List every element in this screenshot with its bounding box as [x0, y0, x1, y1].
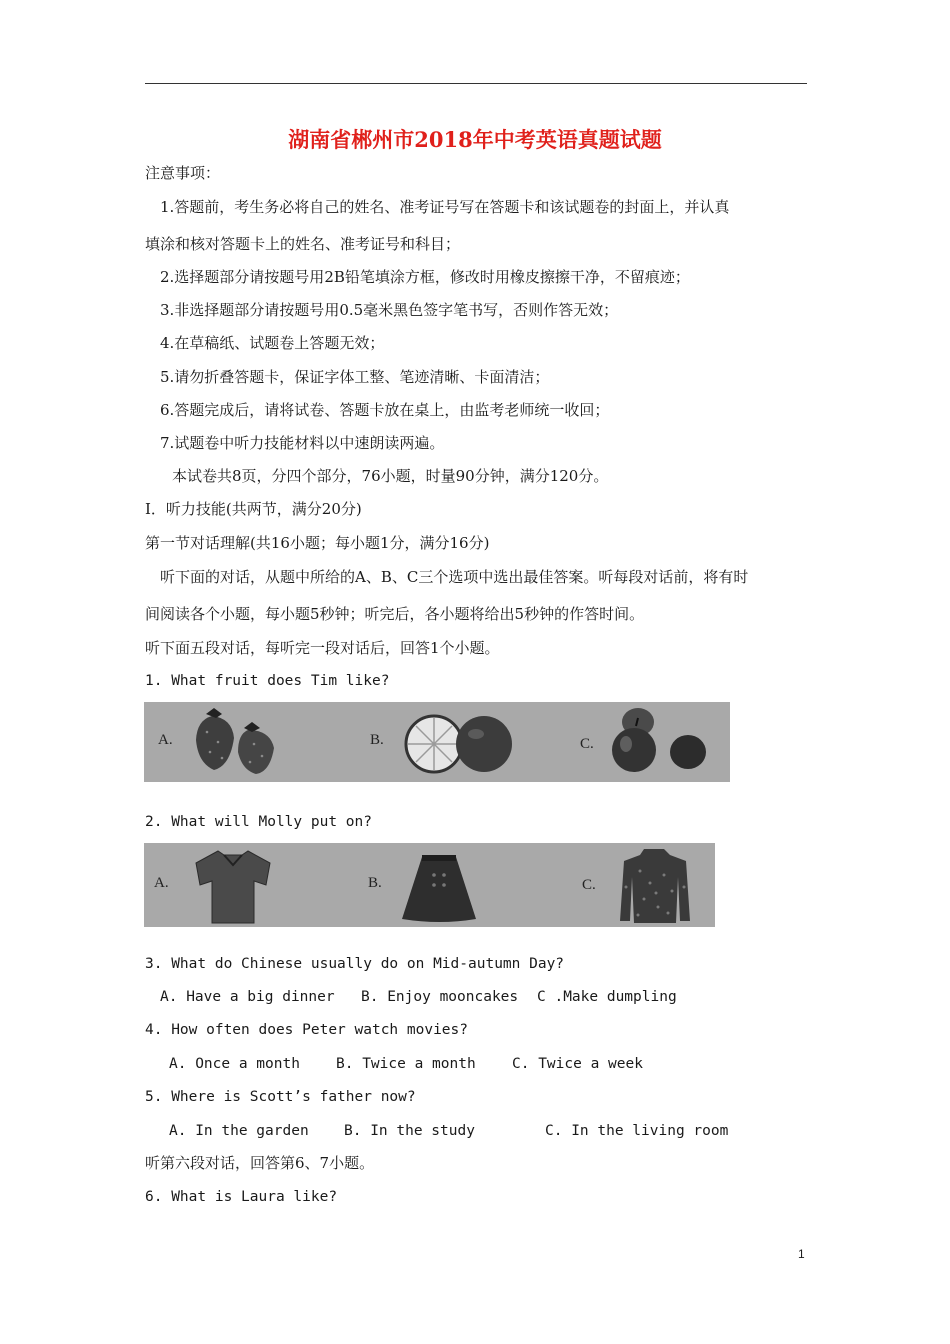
option-a-label: A.	[154, 875, 169, 891]
instruction-1a: 听下面的对话，从题中所给的A、B、C三个选项中选出最佳答案。听每段对话前，将有时	[160, 568, 749, 586]
notice-4: 4.在草稿纸、试题卷上答题无效；	[160, 334, 385, 352]
orange-icon	[404, 706, 514, 780]
question-4: 4. How often does Peter watch movies?	[145, 1022, 469, 1038]
paper-info: 本试卷共8页，分四个部分，76小题，时量90分钟，满分120分。	[172, 467, 609, 485]
q5-option-c: C. In the living room	[545, 1123, 729, 1139]
strawberry-icon	[192, 708, 287, 778]
part-heading: 第一节对话理解(共16小题；每小题1分，满分16分)	[145, 534, 490, 552]
notice-6: 6.答题完成后，请将试卷、答题卡放在桌上，由监考老师统一收回；	[160, 401, 610, 419]
page-number: 1	[798, 1247, 805, 1261]
sweater-icon	[616, 847, 696, 927]
notice-7: 7.试题卷中听力技能材料以中速朗读两遍。	[160, 434, 445, 452]
instruction-2: 听下面五段对话，每听完一段对话后，回答1个小题。	[145, 639, 500, 657]
option-b-label: B.	[368, 875, 382, 891]
notice-3: 3.非选择题部分请按题号用0.5毫米黑色签字笔书写，否则作答无效；	[160, 301, 619, 319]
section-heading: I．听力技能(共两节，满分20分)	[145, 500, 362, 518]
shirt-icon	[188, 847, 278, 927]
question-1: 1. What fruit does Tim like?	[145, 673, 390, 689]
skirt-icon	[400, 853, 480, 925]
q3-option-c: C .Make dumpling	[537, 989, 677, 1005]
page-title: 湖南省郴州市2018年中考英语真题试题	[288, 127, 662, 152]
option-b-label: B.	[370, 732, 384, 748]
q5-option-b: B. In the study	[344, 1123, 475, 1139]
notice-5: 5.请勿折叠答题卡，保证字体工整、笔迹清晰、卡面清洁；	[160, 368, 550, 386]
q4-option-c: C. Twice a week	[512, 1056, 643, 1072]
option-a-label: A.	[158, 732, 173, 748]
header-rule	[145, 83, 807, 84]
option-c-label: C.	[582, 877, 596, 893]
instruction-1b: 间阅读各个小题，每小题5秒钟；听完后，各小题将给出5秒钟的作答时间。	[145, 605, 645, 623]
question-1-image	[144, 702, 730, 782]
question-6: 6. What is Laura like?	[145, 1189, 338, 1205]
notice-heading: 注意事项：	[145, 164, 221, 182]
notice-1: 1.答题前，考生务必将自己的姓名、准考证号写在答题卡和该试题卷的封面上，并认真	[160, 198, 730, 216]
q5-option-a: A. In the garden	[169, 1123, 309, 1139]
question-2-image	[144, 843, 715, 927]
q3-option-b: B. Enjoy mooncakes	[361, 989, 519, 1005]
notice-2: 2.选择题部分请按题号用2B铅笔填涂方框，修改时用橡皮擦擦干净，不留痕迹；	[160, 268, 690, 286]
apple-icon	[608, 702, 718, 782]
q3-option-a: A. Have a big dinner	[160, 989, 335, 1005]
q4-option-b: B. Twice a month	[336, 1056, 476, 1072]
question-3: 3. What do Chinese usually do on Mid-autumn Day?	[145, 956, 565, 972]
q4-option-a: A. Once a month	[169, 1056, 300, 1072]
option-c-label: C.	[580, 736, 594, 752]
question-5: 5. Where is Scott’s father now?	[145, 1089, 416, 1105]
instruction-3: 听第六段对话，回答第6、7小题。	[145, 1154, 375, 1172]
notice-1-cont: 填涂和核对答题卡上的姓名、准考证号和科目；	[145, 235, 461, 253]
question-2: 2. What will Molly put on?	[145, 814, 372, 830]
